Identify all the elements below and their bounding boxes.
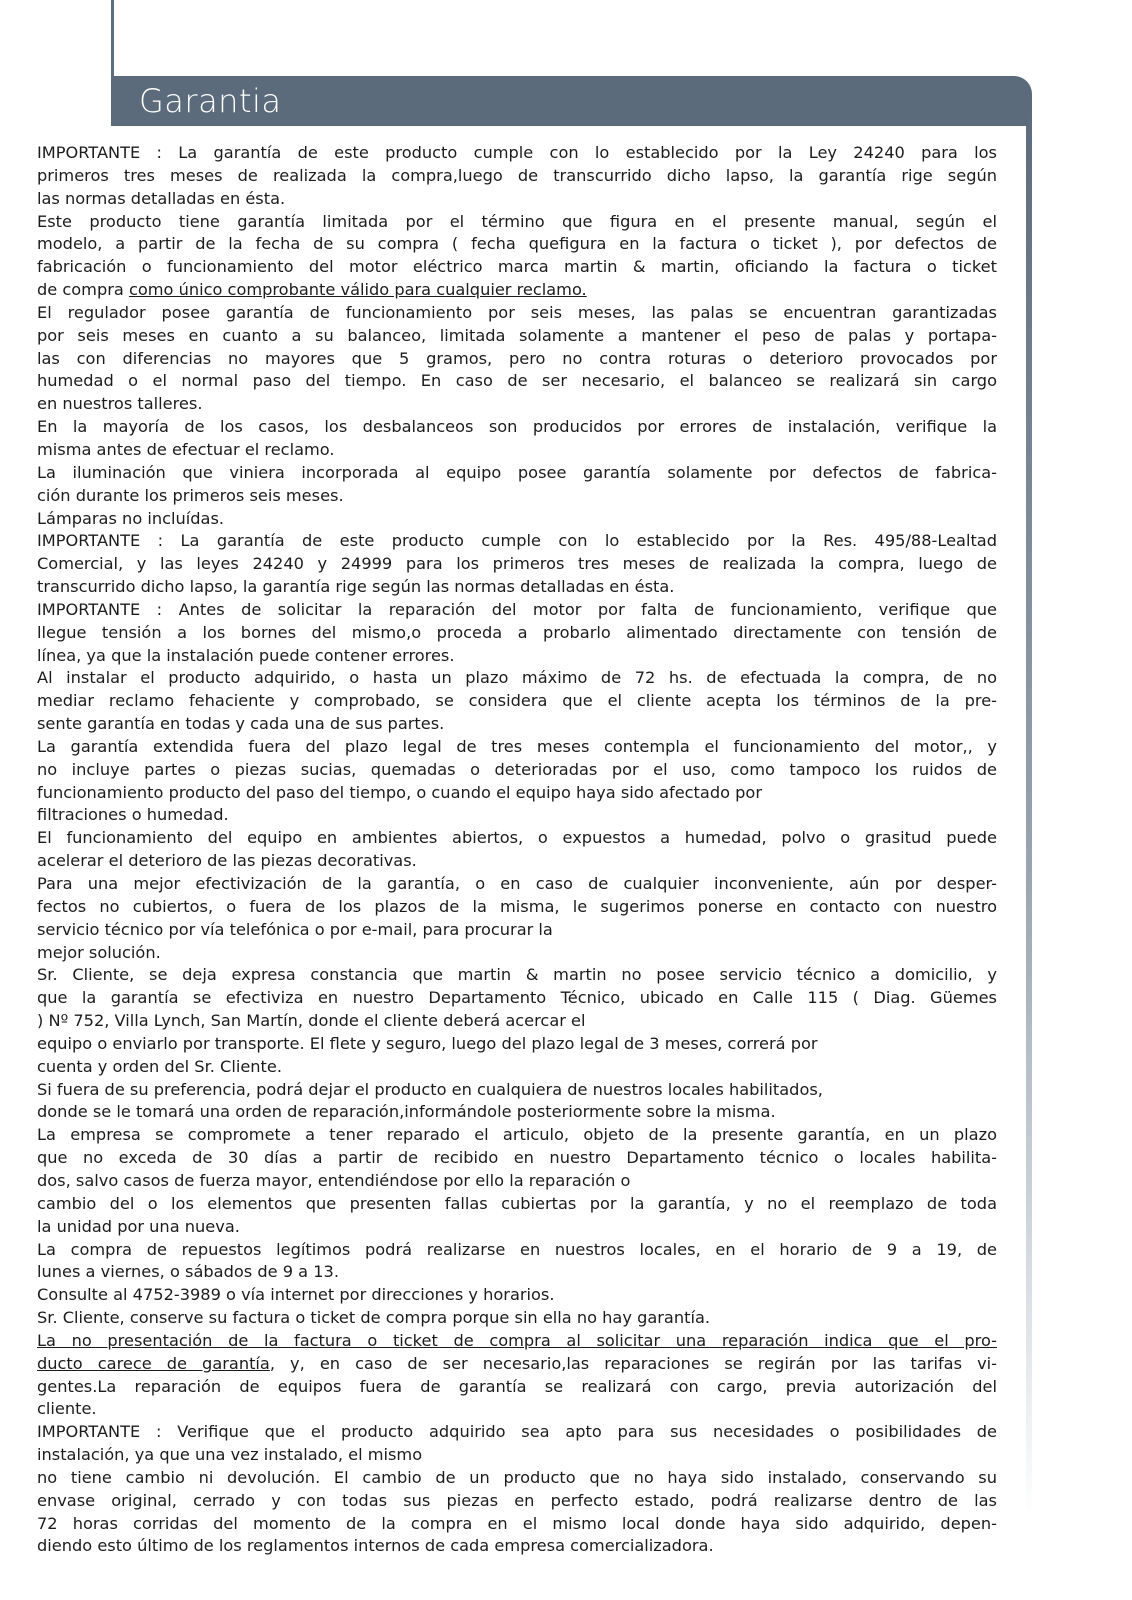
text-line xyxy=(37,1170,997,1193)
text-line xyxy=(37,667,997,690)
text-line xyxy=(37,873,997,896)
page-title: Garantia xyxy=(139,82,282,120)
section-header xyxy=(111,76,1032,126)
text-line xyxy=(37,1147,997,1170)
text-line xyxy=(37,782,997,805)
text-line-content: en nuestros talleres. xyxy=(37,394,203,414)
text-line-content: La garantía extendida fuera del plazo legal de tres meses contempla el funcionamiento del motor,, y xyxy=(37,736,997,756)
text-line xyxy=(37,1010,997,1033)
text-line xyxy=(37,370,997,393)
text-line-content: Consulte al 4752-3989 o vía internet por direcciones y horarios. xyxy=(37,1285,555,1305)
text-line-content: gentes.La reparación de equipos fuera de garantía se realizará con cargo, previa autorización del xyxy=(37,1376,997,1396)
text-line xyxy=(37,987,997,1010)
text-line xyxy=(37,416,997,439)
text-line-content: IMPORTANTE : Verifique que el producto adquirido sea apto para sus necesidades o posibilidades de xyxy=(37,1422,997,1442)
text-line-content: por seis meses en cuanto a su balanceo, limitada solamente a mantener el peso de palas y portapa- xyxy=(37,325,997,345)
text-line xyxy=(37,188,997,211)
text-line-content: Sr. Cliente, se deja expresa constancia que martin & martin no posee servicio técnico a domicilio, y xyxy=(37,965,997,985)
text-line xyxy=(37,599,997,622)
text-line-content: IMPORTANTE : La garantía de este producto cumple con lo establecido por la Ley 24240 para los xyxy=(37,143,997,162)
text-line-content: mejor solución. xyxy=(37,942,161,962)
text-line xyxy=(37,1398,997,1421)
text-line-content: fectos no cubiertos, o fuera de los plazos de la misma, le sugerimos ponerse en contacto con nuestro xyxy=(37,896,997,916)
text-line-content: línea, ya que la instalación puede contener errores. xyxy=(37,645,455,665)
text-line-content: transcurrido dicho lapso, la garantía rige según las normas detalladas en ésta. xyxy=(37,577,675,597)
text-line xyxy=(37,645,997,668)
text-line xyxy=(37,508,997,531)
text-line-content: funcionamiento producto del paso del tiempo, o cuando el equipo haya sido afectado por xyxy=(37,782,762,802)
text-line xyxy=(37,896,997,919)
text-line-content: misma antes de efectuar el reclamo. xyxy=(37,439,335,459)
text-line xyxy=(37,942,997,965)
text-line-content: lunes a viernes, o sábados de 9 a 13. xyxy=(37,1262,339,1282)
text-line xyxy=(37,256,997,279)
side-accent-bar xyxy=(1026,100,1032,1520)
text-line xyxy=(37,165,997,188)
text-line xyxy=(37,462,997,485)
text-line-content: que la garantía se efectiviza en nuestro Departamento Técnico, ubicado en Calle 115 ( Diag. Güemes xyxy=(37,988,997,1008)
text-line xyxy=(37,1513,997,1536)
text-line xyxy=(37,713,997,736)
text-line-content: equipo o enviarlo por transporte. El flete y seguro, luego del plazo legal de 3 meses, correrá por xyxy=(37,1033,818,1053)
text-line xyxy=(37,1216,997,1239)
text-line xyxy=(37,1033,997,1056)
text-line xyxy=(37,1101,997,1124)
text-line-content: primeros tres meses de realizada la compra,luego de transcurrido dicho lapso, la garantía rige según xyxy=(37,165,997,185)
text-line-content: mediar reclamo fehaciente y comprobado, se considera que el cliente acepta los términos de la pre- xyxy=(37,691,997,711)
text-line-content: IMPORTANTE : La garantía de este producto cumple con lo establecido por la Res. 495/88-Lealtad xyxy=(37,531,997,551)
text-line-content: ) Nº 752, Villa Lynch, San Martín, donde el cliente deberá acercar el xyxy=(37,1011,586,1031)
text-line-content: no tiene cambio ni devolución. El cambio de un producto que no haya sido instalado, conservando su xyxy=(37,1467,997,1487)
text-line xyxy=(37,964,997,987)
text-line-content: no incluye partes o piezas sucias, quemadas o deterioradas por el uso, como tampoco los ruidos de xyxy=(37,759,997,779)
text-line-content: Este producto tiene garantía limitada por el término que figura en el presente manual, según el xyxy=(37,211,997,231)
text-line-content: En la mayoría de los casos, los desbalanceos son producidos por errores de instalación, verifique la xyxy=(37,417,997,437)
text-line-content: Para una mejor efectivización de la garantía, o en caso de cualquier inconveniente, aún por desper- xyxy=(37,874,997,893)
text-line xyxy=(37,1330,997,1353)
text-line-content: El funcionamiento del equipo en ambientes abiertos, o expuestos a humedad, polvo o grasitud puede xyxy=(37,828,997,848)
text-line xyxy=(37,1353,997,1376)
text-line-content: La empresa se compromete a tener reparado el articulo, objeto de la presente garantía, en un plazo xyxy=(37,1125,997,1145)
text-line-content: cambio del o los elementos que presenten fallas cubiertas por la garantía, y no el reemplazo de toda xyxy=(37,1193,997,1213)
text-line-content: Al instalar el producto adquirido, o hasta un plazo máximo de 72 hs. de efectuada la compra, de no xyxy=(37,668,997,688)
text-line-content: que no exceda de 30 días a partir de recibido en nuestro Departamento técnico o locales habilita- xyxy=(37,1148,997,1168)
text-line-content: La iluminación que viniera incorporada al equipo posee garantía solamente por defectos de fabrica- xyxy=(37,462,997,482)
text-line xyxy=(37,1307,997,1330)
text-line xyxy=(37,1124,997,1147)
text-line-content: filtraciones o humedad. xyxy=(37,805,229,825)
text-line xyxy=(37,1261,997,1284)
text-line xyxy=(37,1490,997,1513)
underlined-text: como único comprobante válido para cualquier reclamo. xyxy=(128,280,587,300)
text-line xyxy=(37,759,997,782)
text-line-content: Si fuera de su preferencia, podrá dejar el producto en cualquiera de nuestros locales habilitados, xyxy=(37,1079,823,1099)
text-line xyxy=(37,142,997,165)
text-line xyxy=(37,827,997,850)
text-line xyxy=(37,622,997,645)
text-line xyxy=(37,233,997,256)
text-line xyxy=(37,1239,997,1262)
text-line xyxy=(37,919,997,942)
text-line xyxy=(37,348,997,371)
text-line-content: Comercial, y las leyes 24240 y 24999 para los primeros tres meses de realizada la compra, luego de xyxy=(37,554,997,574)
text-line xyxy=(37,325,997,348)
text-line xyxy=(37,1376,997,1399)
text-line xyxy=(37,1535,997,1558)
text-line xyxy=(37,1284,997,1307)
text-line xyxy=(37,1444,997,1467)
text-line-content: la unidad por una nueva. xyxy=(37,1216,240,1236)
text-line-content: ción durante los primeros seis meses. xyxy=(37,485,344,505)
text-line-content: humedad o el normal paso del tiempo. En caso de ser necesario, el balanceo se realizará sin cargo xyxy=(37,371,997,391)
text-line xyxy=(37,439,997,462)
text-line xyxy=(37,279,997,302)
warranty-text xyxy=(37,142,997,1558)
text-line xyxy=(37,1056,997,1079)
text-line-content: donde se le tomará una orden de reparación,informándole posteriormente sobre la misma. xyxy=(37,1102,776,1122)
text-line-content: Sr. Cliente, conserve su factura o ticket de compra porque sin ella no hay garantía. xyxy=(37,1308,711,1328)
text-line xyxy=(37,1467,997,1490)
text-line-content: diendo esto último de los reglamentos internos de cada empresa comercializadora. xyxy=(37,1536,714,1556)
text-line xyxy=(37,530,997,553)
text-line-content: instalación, ya que una vez instalado, el mismo xyxy=(37,1445,423,1465)
text-line-content: , y, en caso de ser necesario,las reparaciones se regirán por las tarifas vi- xyxy=(269,1353,997,1373)
text-line-content: sente garantía en todas y cada una de sus partes. xyxy=(37,714,445,734)
text-line-content: las con diferencias no mayores que 5 gramos, pero no contra roturas o deterioro provocados por xyxy=(37,348,997,368)
text-line xyxy=(37,211,997,234)
text-line xyxy=(37,393,997,416)
text-line xyxy=(37,553,997,576)
text-line-content: llegue tensión a los bornes del mismo,o proceda a probarlo alimentado directamente con tensión de xyxy=(37,622,997,642)
text-line-content: acelerar el deterioro de las piezas decorativas. xyxy=(37,851,417,871)
text-line-content: de compra xyxy=(37,280,129,300)
underlined-text: La no presentación de la factura o ticket de compra al solicitar una reparación indica que el pro- xyxy=(37,1330,997,1350)
text-line xyxy=(37,804,997,827)
text-line-content: fabricación o funcionamiento del motor eléctrico marca martin & martin, oficiando la factura o ticket xyxy=(37,257,997,277)
text-line-content: servicio técnico por vía telefónica o por e-mail, para procurar la xyxy=(37,919,553,939)
text-line xyxy=(37,690,997,713)
text-line-content: modelo, a partir de la fecha de su compra ( fecha quefigura en la factura o ticket ), por defectos de xyxy=(37,234,997,254)
text-line xyxy=(37,1079,997,1102)
text-line-content: Lámparas no incluídas. xyxy=(37,508,225,528)
text-line-content: La compra de repuestos legítimos podrá realizarse en nuestros locales, en el horario de 9 a 19, de xyxy=(37,1239,997,1259)
text-line-content: cuenta y orden del Sr. Cliente. xyxy=(37,1056,283,1076)
text-line xyxy=(37,485,997,508)
text-line-content: 72 horas corridas del momento de la compra en el mismo local donde haya sido adquirido, depen- xyxy=(37,1513,997,1533)
text-line-content: envase original, cerrado y con todas sus piezas en perfecto estado, podrá realizarse dentro de las xyxy=(37,1490,997,1510)
text-line xyxy=(37,576,997,599)
text-line xyxy=(37,850,997,873)
underlined-text: ducto carece de garantía xyxy=(37,1353,270,1373)
text-line xyxy=(37,302,997,325)
text-line xyxy=(37,1421,997,1444)
text-line-content: cliente. xyxy=(37,1399,97,1419)
text-line-content: El regulador posee garantía de funcionamiento por seis meses, las palas se encuentran garantizadas xyxy=(37,302,997,322)
text-line-content: IMPORTANTE : Antes de solicitar la reparación del motor por falta de funcionamiento, verifique que xyxy=(37,599,997,619)
text-line xyxy=(37,1193,997,1216)
text-line xyxy=(37,736,997,759)
text-line-content: las normas detalladas en ésta. xyxy=(37,188,286,208)
text-line-content: dos, salvo casos de fuerza mayor, entendiéndose por ello la reparación o xyxy=(37,1170,631,1190)
